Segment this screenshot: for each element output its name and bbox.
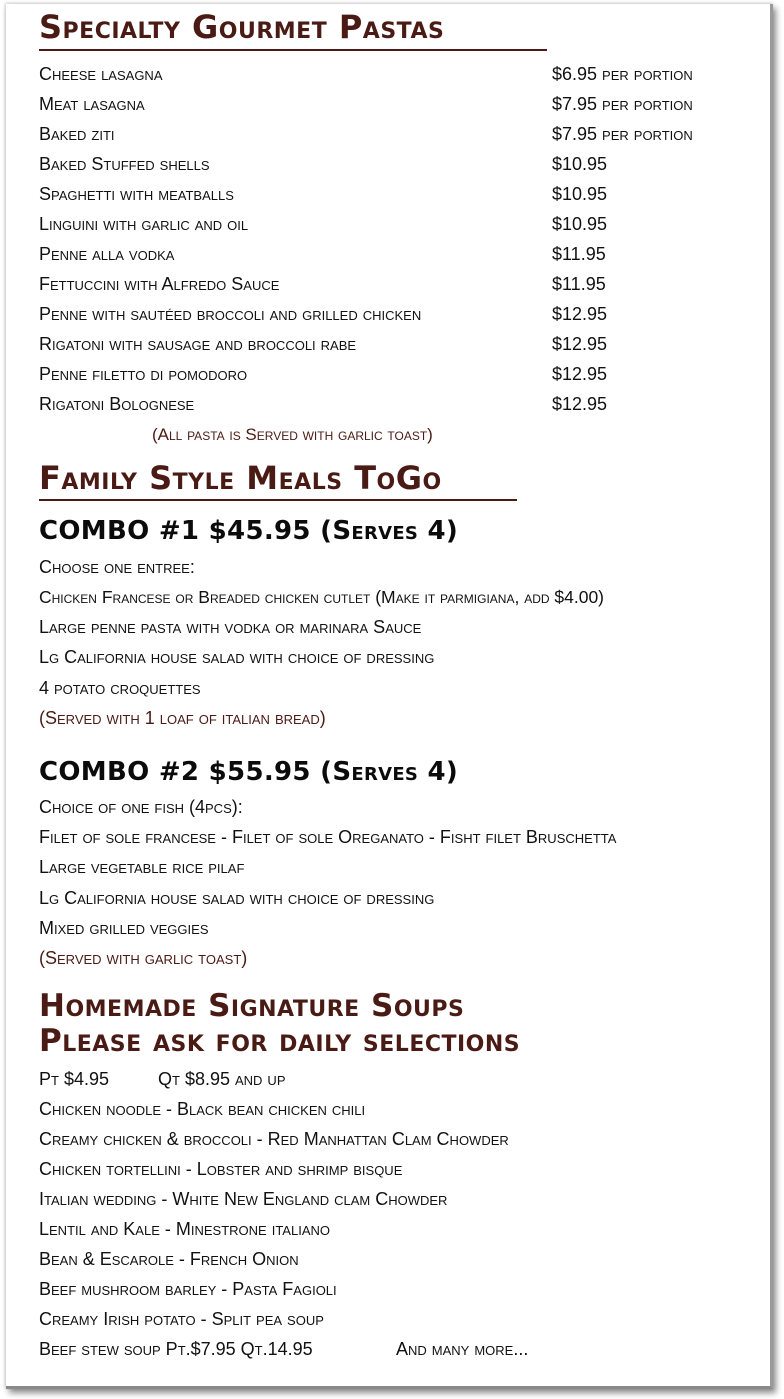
combo-2-note: (Served with garlic toast) xyxy=(39,948,248,968)
combo-1-note: (Served with 1 loaf of italian bread) xyxy=(39,708,326,728)
pasta-item-price: $7.95 per portion xyxy=(552,124,693,144)
pasta-item-price: $12.95 xyxy=(552,334,608,354)
menu-page xyxy=(6,4,773,1389)
soup-line: Beef mushroom barley - Pasta Fagioli xyxy=(39,1279,337,1299)
combo-2-line: Filet of sole francese - Filet of sole Oreganato - Fisht filet Bruschetta xyxy=(39,827,617,847)
pasta-item-name: Rigatoni Bolognese xyxy=(39,394,195,414)
pasta-item-price: $11.95 xyxy=(552,274,606,294)
soup-section-subtitle: Please ask for daily selections xyxy=(39,1023,521,1059)
soup-line: Chicken noodle - Black bean chicken chili xyxy=(39,1099,366,1119)
soup-line: Creamy chicken & broccoli - Red Manhattan Clam Chowder xyxy=(39,1129,509,1149)
pasta-item-name: Baked ziti xyxy=(39,124,115,144)
pasta-item-price: $12.95 xyxy=(552,394,608,414)
pasta-item-name: Baked Stuffed shells xyxy=(39,154,210,174)
pasta-item-price: $11.95 xyxy=(552,244,606,264)
pasta-item-price: $10.95 xyxy=(552,214,608,234)
pasta-item-name: Penne with sautéed broccoli and grilled chicken xyxy=(39,304,422,324)
pasta-item-name: Cheese lasagna xyxy=(39,64,163,84)
pasta-section-title: Specialty Gourmet Pastas xyxy=(39,8,445,46)
soup-line: Bean & Escarole - French Onion xyxy=(39,1249,299,1269)
combo-1-line: Lg California house salad with choice of dressing xyxy=(39,647,435,667)
combo-2-line: Lg California house salad with choice of dressing xyxy=(39,888,435,908)
pasta-item-name: Penne alla vodka xyxy=(39,244,175,264)
soup-section-title: Homemade Signature Soups xyxy=(39,988,465,1024)
pasta-item-name: Linguini with garlic and oil xyxy=(39,214,249,234)
family-section-title: Family Style Meals ToGo xyxy=(39,459,442,497)
pasta-item-price: $6.95 per portion xyxy=(552,64,693,84)
combo-1-line: 4 potato croquettes xyxy=(39,678,201,698)
soup-and-many-more: And many more... xyxy=(396,1339,529,1359)
pasta-item-price: $7.95 per portion xyxy=(552,94,693,114)
soup-line: Lentil and Kale - Minestrone italiano xyxy=(39,1219,330,1239)
soup-price-pint: Pt $4.95 xyxy=(39,1069,109,1089)
pasta-item-name: Meat lasagna xyxy=(39,94,145,114)
soup-line: Creamy Irish potato - Split pea soup xyxy=(39,1309,324,1329)
family-title-underline xyxy=(39,499,517,501)
pasta-item-name: Fettuccini with Alfredo Sauce xyxy=(39,274,280,294)
combo-2-heading: COMBO #2 $55.95 (Serves 4) xyxy=(39,757,459,787)
pasta-item-name: Spaghetti with meatballs xyxy=(39,184,234,204)
soup-last-line: Beef stew soup Pt.$7.95 Qt.14.95 xyxy=(39,1339,313,1359)
pasta-title-underline xyxy=(39,49,547,51)
combo-1-line: Large penne pasta with vodka or marinara Sauce xyxy=(39,617,422,637)
pasta-note: (All pasta is Served with garlic toast) xyxy=(152,425,433,444)
combo-2-line: Mixed grilled veggies xyxy=(39,918,209,938)
soup-line: Chicken tortellini - Lobster and shrimp bisque xyxy=(39,1159,403,1179)
pasta-item-price: $12.95 xyxy=(552,304,608,324)
soup-line: Italian wedding - White New England clam Chowder xyxy=(39,1189,448,1209)
pasta-item-price: $10.95 xyxy=(552,154,608,174)
soup-price-quart: Qt $8.95 and up xyxy=(158,1069,286,1089)
pasta-item-price: $10.95 xyxy=(552,184,608,204)
pasta-item-price: $12.95 xyxy=(552,364,608,384)
combo-1-line: Choose one entree: xyxy=(39,557,195,577)
pasta-item-name: Rigatoni with sausage and broccoli rabe xyxy=(39,334,357,354)
pasta-item-name: Penne filetto di pomodoro xyxy=(39,364,248,384)
combo-2-line: Choice of one fish (4pcs): xyxy=(39,797,243,817)
combo-1-heading: COMBO #1 $45.95 (Serves 4) xyxy=(39,516,459,546)
combo-1-line: Chicken Francese or Breaded chicken cutlet (Make it parmigiana, add $4.00) xyxy=(39,587,605,607)
combo-2-line: Large vegetable rice pilaf xyxy=(39,857,245,877)
